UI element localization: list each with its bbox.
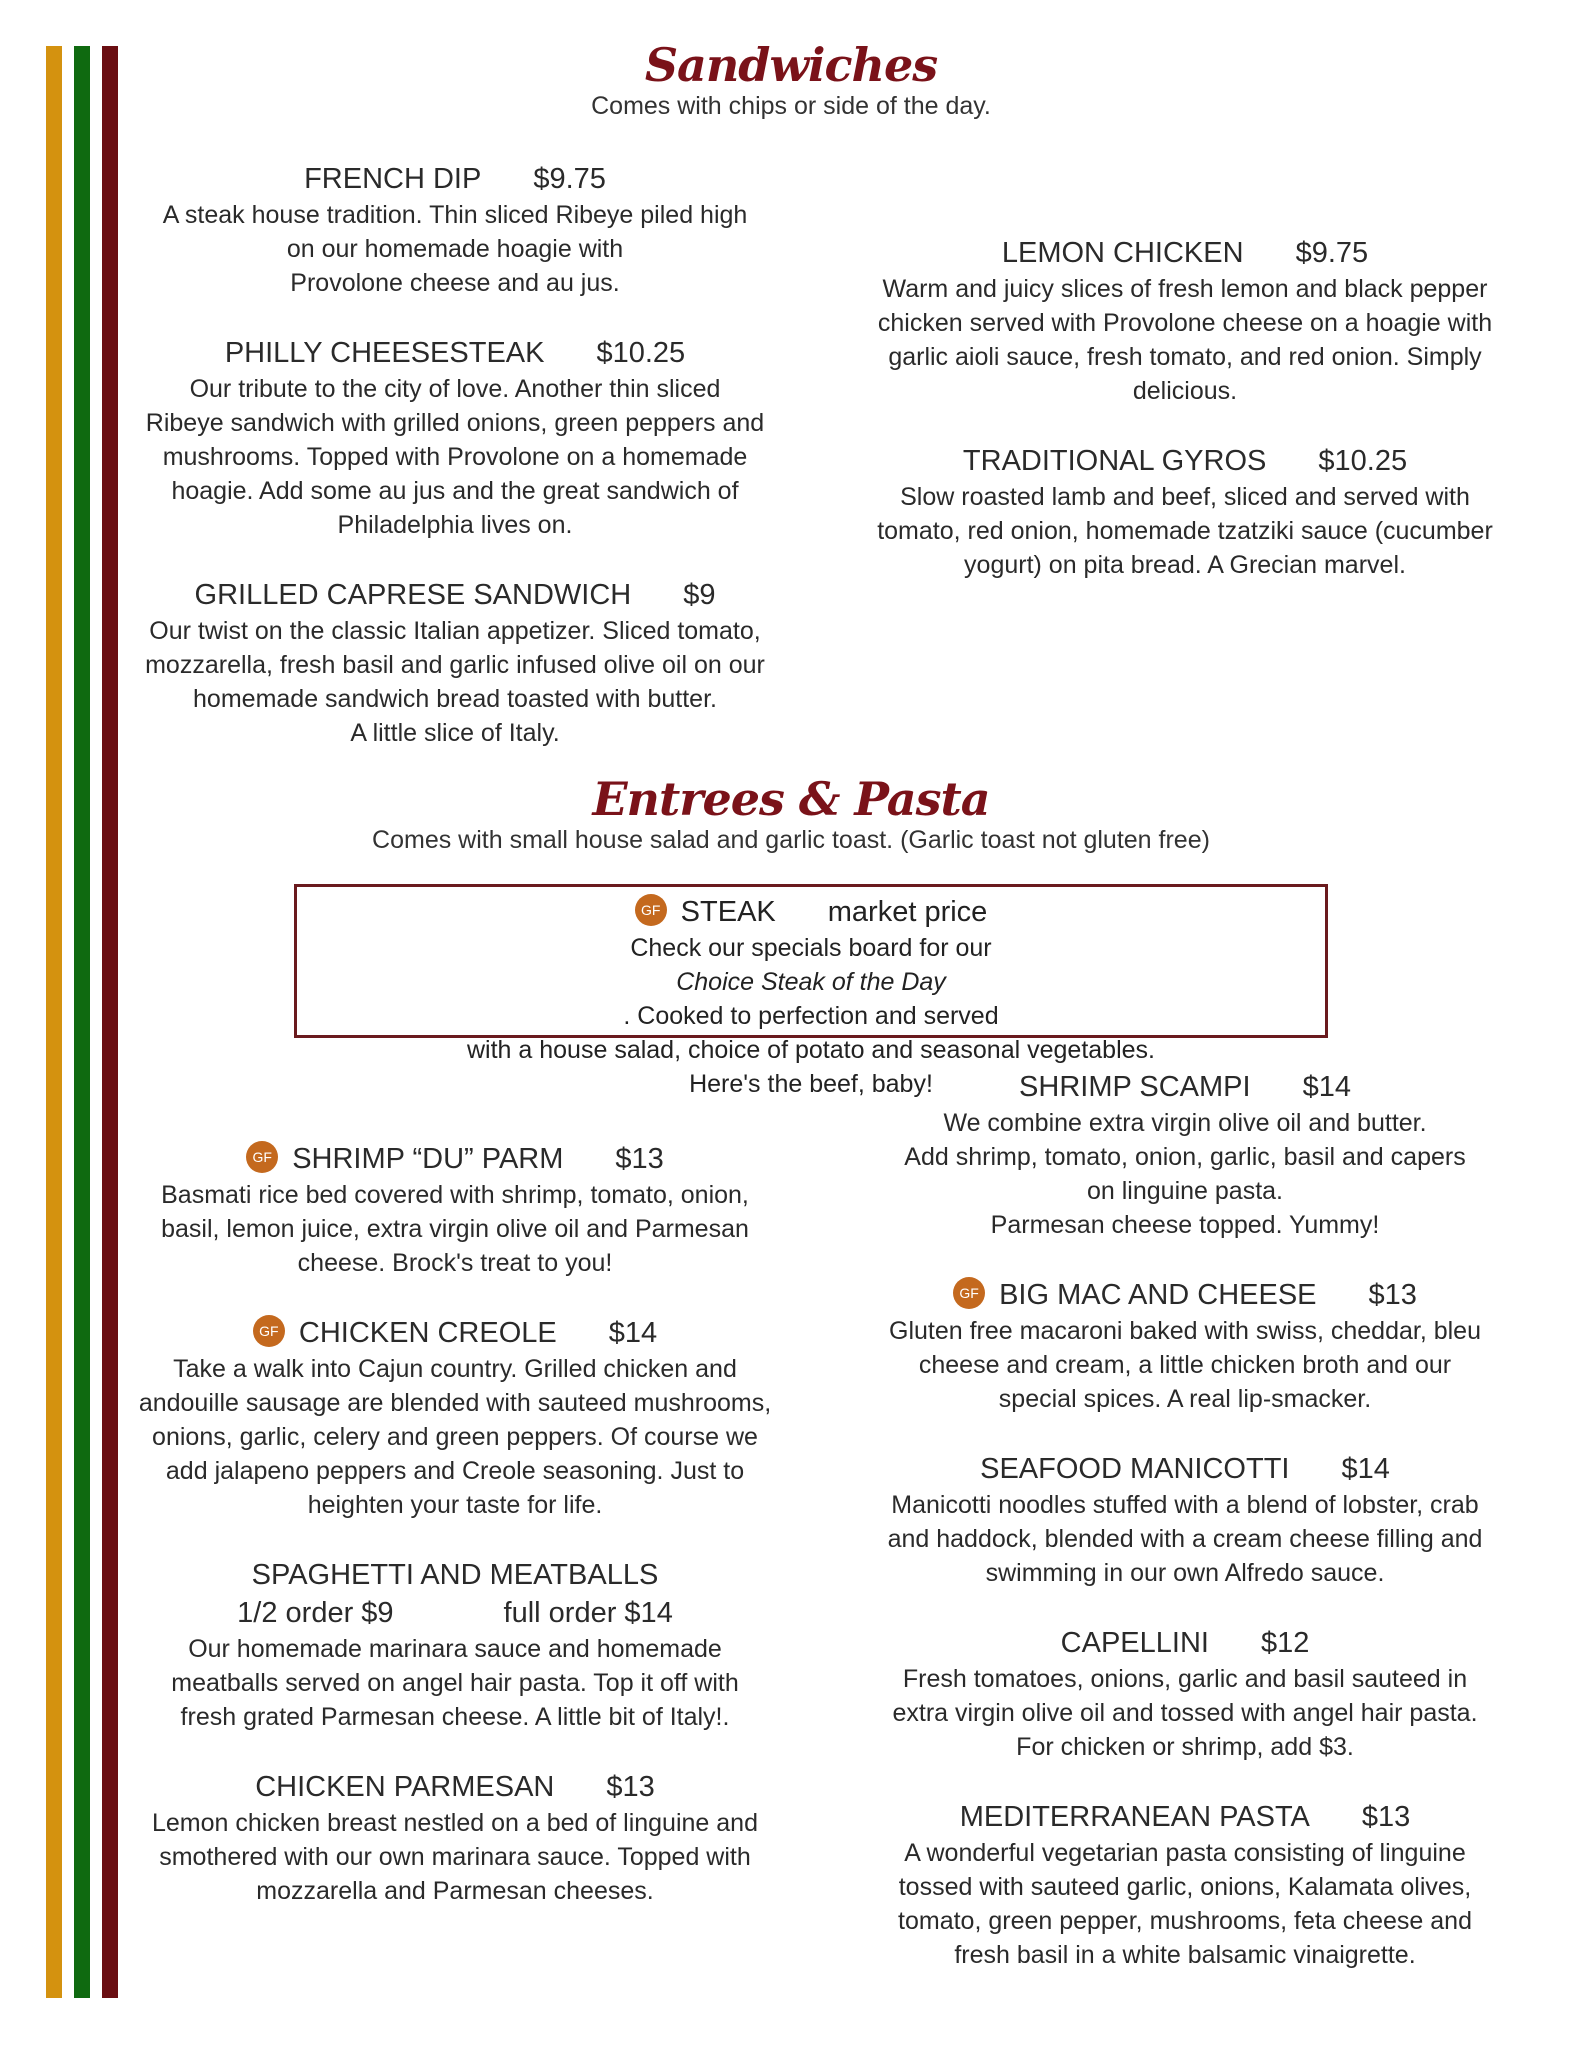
- item-price-full: full order $14: [503, 1597, 673, 1629]
- item-name: BIG MAC AND CHEESE: [999, 1279, 1317, 1311]
- item-price: $10.25: [596, 337, 686, 369]
- item-name: MEDITERRANEAN PASTA: [959, 1801, 1310, 1833]
- item-price: $9: [683, 579, 716, 611]
- decorative-stripe-maroon: [102, 46, 118, 1998]
- item-description: Lemon chicken breast nestled on a bed of linguine and smothered with our own marinara sauce. Topped with mozzarella and Parmesan cheeses.: [152, 1809, 758, 1905]
- item-price: $12: [1260, 1627, 1310, 1659]
- menu-item-spaghetti-meatballs: [130, 1556, 780, 1734]
- item-description: Our twist on the classic Italian appetizer. Sliced tomato, mozzarella, fresh basil and garlic infused olive oil on our homemade sandwich bread toasted with butter. A little slice of Italy.: [145, 617, 765, 747]
- item-name: STEAK: [680, 896, 776, 928]
- menu-item-traditional-gyros: [840, 442, 1530, 582]
- item-name: SHRIMP SCAMPI: [1019, 1071, 1251, 1103]
- menu-item-chicken-parmesan: [130, 1768, 780, 1908]
- sandwiches-subtitle: Comes with chips or side of the day.: [591, 92, 991, 120]
- item-description: Warm and juicy slices of fresh lemon and black pepper chicken served with Provolone cheese on a hoagie with garlic aioli sauce, fresh tomato, and red onion. Simply delicious.: [877, 275, 1493, 405]
- item-description: Slow roasted lamb and beef, sliced and served with tomato, red onion, homemade tzatziki sauce (cucumber yogurt) on pita bread. A Grecian marvel.: [877, 483, 1493, 579]
- item-description: We combine extra virgin olive oil and butter. Add shrimp, tomato, onion, garlic, basil and capers on linguine pasta. Parmesan cheese topped. Yummy!: [904, 1109, 1466, 1239]
- gluten-free-badge-icon: GF: [246, 1141, 278, 1173]
- item-description: Check our specials board for our Choice Steak of the Day . Cooked to perfection and served with a house salad, choice of potato and seasonal vegetables. Here's the beef, baby!: [467, 934, 1155, 1098]
- item-price: $13: [1368, 1279, 1417, 1311]
- item-name: SPAGHETTI AND MEATBALLS: [251, 1559, 659, 1591]
- item-name: GRILLED CAPRESE SANDWICH: [194, 579, 632, 611]
- menu-item-chicken-creole: [130, 1314, 780, 1522]
- decorative-stripe-gold: [46, 46, 62, 1998]
- item-price: $9.75: [533, 163, 606, 195]
- menu-item-french-dip: [130, 160, 780, 300]
- item-description: Gluten free macaroni baked with swiss, cheddar, bleu cheese and cream, a little chicken broth and our special spices. A real lip-smacker.: [889, 1317, 1481, 1413]
- item-price: $10.25: [1318, 445, 1408, 477]
- item-name: SHRIMP “DU” PARM: [292, 1143, 564, 1175]
- item-price: $14: [1341, 1453, 1390, 1485]
- item-price: market price: [827, 896, 988, 928]
- item-price: $13: [615, 1143, 664, 1175]
- menu-item-philly-cheesesteak: [130, 334, 780, 542]
- item-description: A steak house tradition. Thin sliced Ribeye piled high on our homemade hoagie with Provolone cheese and au jus.: [162, 201, 748, 297]
- item-price-half: 1/2 order $9: [237, 1597, 394, 1629]
- item-name: PHILLY CHEESESTEAK: [224, 337, 545, 369]
- menu-item-shrimp-scampi: [840, 1068, 1530, 1242]
- menu-item-grilled-caprese: [130, 576, 780, 750]
- item-description: Fresh tomatoes, onions, garlic and basil sauteed in extra virgin olive oil and tossed with angel hair pasta. For chicken or shrimp, add $3.: [892, 1665, 1478, 1761]
- gluten-free-badge-icon: GF: [635, 894, 667, 926]
- item-name: TRADITIONAL GYROS: [962, 445, 1267, 477]
- sandwiches-title: Sandwiches: [644, 38, 938, 92]
- item-price: $14: [608, 1317, 658, 1349]
- item-name: CHICKEN CREOLE: [298, 1317, 557, 1349]
- item-description: Our homemade marinara sauce and homemade meatballs served on angel hair pasta. Top it off with fresh grated Parmesan cheese. A little bit of Italy!.: [171, 1635, 739, 1731]
- decorative-stripe-green: [74, 46, 90, 1998]
- item-price: $9.75: [1295, 237, 1369, 269]
- item-name: CHICKEN PARMESAN: [255, 1771, 555, 1803]
- item-name: SEAFOOD MANICOTTI: [980, 1453, 1290, 1485]
- entrees-title: Entrees & Pasta: [592, 772, 990, 826]
- menu-item-capellini: [840, 1624, 1530, 1764]
- item-description: A wonderful vegetarian pasta consisting of linguine tossed with sauteed garlic, onions, Kalamata olives, tomato, green pepper, mushrooms, feta cheese and fresh basil in a white balsamic vinaigrette.: [898, 1839, 1472, 1969]
- menu-item-lemon-chicken: [840, 234, 1530, 408]
- gluten-free-badge-icon: GF: [253, 1315, 285, 1347]
- item-name: CAPELLINI: [1060, 1627, 1209, 1659]
- item-price: $14: [1302, 1071, 1351, 1103]
- item-description: Basmati rice bed covered with shrimp, tomato, onion, basil, lemon juice, extra virgin olive oil and Parmesan cheese. Brock's treat to you!: [161, 1181, 749, 1277]
- item-name: FRENCH DIP: [304, 163, 482, 195]
- menu-item-mediterranean-pasta: [840, 1798, 1530, 1972]
- item-description: Manicotti noodles stuffed with a blend of lobster, crab and haddock, blended with a cream cheese filling and swimming in our own Alfredo sauce.: [887, 1491, 1483, 1587]
- item-description: Take a walk into Cajun country. Grilled chicken and andouille sausage are blended with sauteed mushrooms, onions, garlic, celery and green peppers. Of course we add jalapeno peppers and Creole seasoning. Just to heighten your taste for life.: [138, 1355, 772, 1519]
- gluten-free-badge-icon: GF: [953, 1277, 985, 1309]
- menu-item-shrimp-du-parm: [130, 1140, 780, 1280]
- item-description: Our tribute to the city of love. Another thin sliced Ribeye sandwich with grilled onions, green peppers and mushrooms. Topped with Provolone on a homemade hoagie. Add some au jus and the great sandwich of Philadelphia lives on.: [145, 375, 765, 539]
- item-name: LEMON CHICKEN: [1001, 237, 1244, 269]
- entrees-subtitle: Comes with small house salad and garlic toast. (Garlic toast not gluten free): [372, 826, 1210, 854]
- menu-item-seafood-manicotti: [840, 1450, 1530, 1590]
- menu-item-big-mac-and-cheese: [840, 1276, 1530, 1416]
- item-price: $13: [1361, 1801, 1411, 1833]
- item-price: $13: [606, 1771, 655, 1803]
